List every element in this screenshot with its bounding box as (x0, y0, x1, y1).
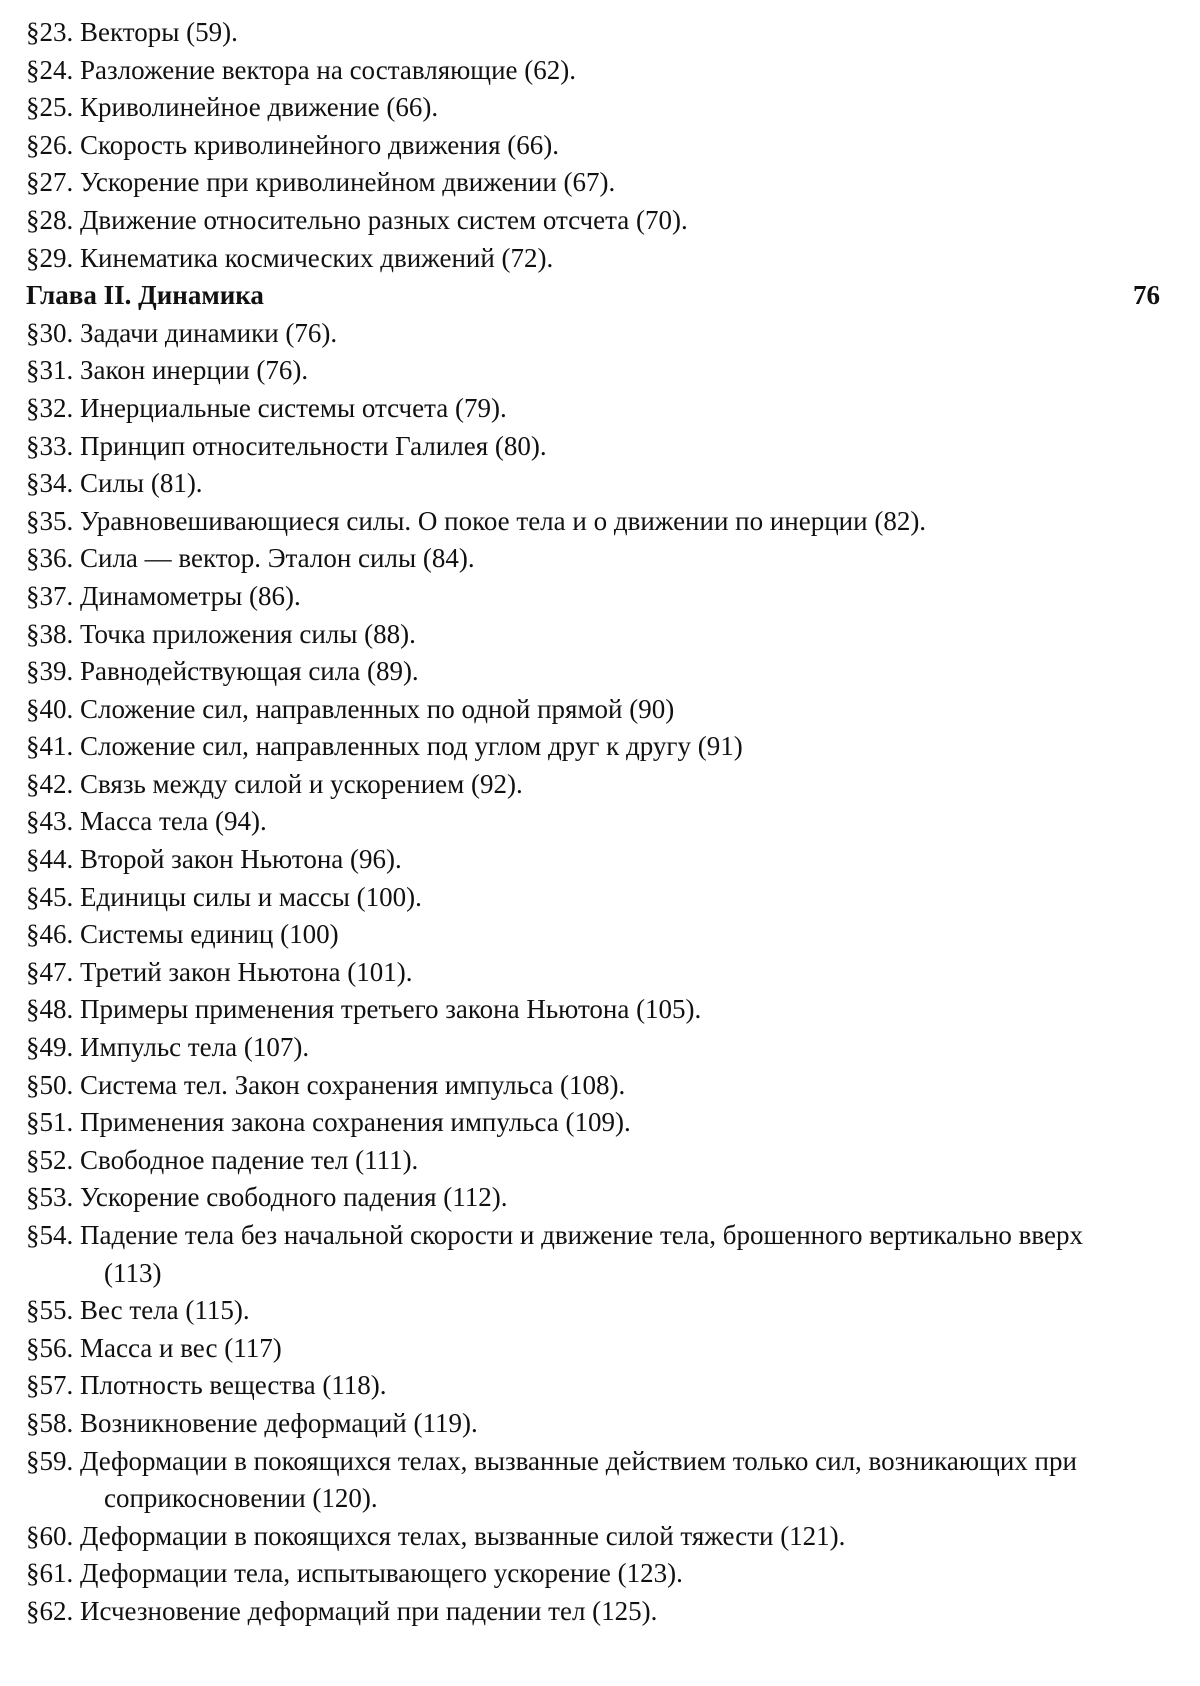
toc-entry: §43. Масса тела (94). (26, 806, 267, 837)
table-of-contents (26, 14, 1176, 1631)
chapter-page-number: 76 (1133, 280, 1160, 311)
toc-entry: §51. Применения закона сохранения импульса (109). (26, 1107, 631, 1138)
toc-entry: §24. Разложение вектора на составляющие (62). (26, 54, 576, 85)
toc-entry: §39. Равнодействующая сила (89). (26, 656, 419, 687)
toc-entry: §50. Система тел. Закон сохранения импульса (108). (26, 1069, 626, 1100)
toc-entry: §61. Деформации тела, испытывающего ускорение (123). (26, 1558, 683, 1589)
toc-entry: §35. Уравновешивающиеся силы. О покое тела и о движении по инерции (82). (26, 505, 927, 536)
toc-entry: §26. Скорость криволинейного движения (66). (26, 129, 559, 160)
toc-entry: §33. Принцип относительности Галилея (80). (26, 430, 547, 461)
toc-entry: §60. Деформации в покоящихся телах, вызванные силой тяжести (121). (26, 1520, 846, 1551)
toc-entry: §58. Возникновение деформаций (119). (26, 1407, 478, 1438)
toc-entry: §45. Единицы силы и массы (100). (26, 881, 422, 912)
toc-entry: §38. Точка приложения силы (88). (26, 618, 416, 649)
toc-entry: §49. Импульс тела (107). (26, 1032, 310, 1063)
toc-entry: §42. Связь между силой и ускорением (92). (26, 768, 523, 799)
chapter-title: Глава II. Динамика (26, 280, 264, 311)
toc-entry: §57. Плотность вещества (118). (26, 1370, 387, 1401)
toc-entry: §41. Сложение сил, направленных под углом друг к другу (91) (26, 731, 743, 762)
entries-after-chapter (26, 315, 1176, 1631)
toc-entry: §55. Вес тела (115). (26, 1295, 250, 1326)
toc-entry: §37. Динамометры (86). (26, 580, 301, 611)
toc-entry: §62. Исчезновение деформаций при падении тел (125). (26, 1595, 658, 1626)
toc-entry: §27. Ускорение при криволинейном движении (67). (26, 167, 616, 198)
toc-entry: §32. Инерциальные системы отсчета (79). (26, 392, 507, 423)
toc-entry: §34. Силы (81). (26, 468, 203, 499)
chapter-heading (26, 277, 1160, 315)
toc-entry: §25. Криволинейное движение (66). (26, 92, 439, 123)
toc-entry: §30. Задачи динамики (76). (26, 317, 338, 348)
toc-entry: §29. Кинематика космических движений (72). (26, 242, 554, 273)
toc-entry: §31. Закон инерции (76). (26, 355, 309, 386)
toc-entry: §54. Падение тела без начальной скорости и движение тела, брошенного вертикально вверх (113) (26, 1220, 1083, 1288)
toc-entry: §40. Сложение сил, направленных по одной прямой (90) (26, 693, 675, 724)
toc-entry: §52. Свободное падение тел (111). (26, 1144, 419, 1175)
toc-entry: §36. Сила — вектор. Эталон силы (84). (26, 543, 475, 574)
toc-entry: §46. Системы единиц (100) (26, 919, 339, 950)
entries-before-chapter (26, 14, 1176, 277)
toc-entry: §47. Третий закон Ньютона (101). (26, 956, 413, 987)
toc-entry: §23. Векторы (59). (26, 17, 238, 47)
toc-entry: §48. Примеры применения третьего закона Ньютона (105). (26, 994, 702, 1025)
toc-entry: §44. Второй закон Ньютона (96). (26, 844, 402, 875)
toc-entry: §59. Деформации в покоящихся телах, вызванные действием только сил, возникающих при соприкосновении (120). (26, 1445, 1077, 1514)
toc-entry: §53. Ускорение свободного падения (112). (26, 1182, 508, 1213)
toc-entry: §56. Масса и вес (117) (26, 1332, 282, 1363)
toc-entry: §28. Движение относительно разных систем отсчета (70). (26, 204, 688, 235)
